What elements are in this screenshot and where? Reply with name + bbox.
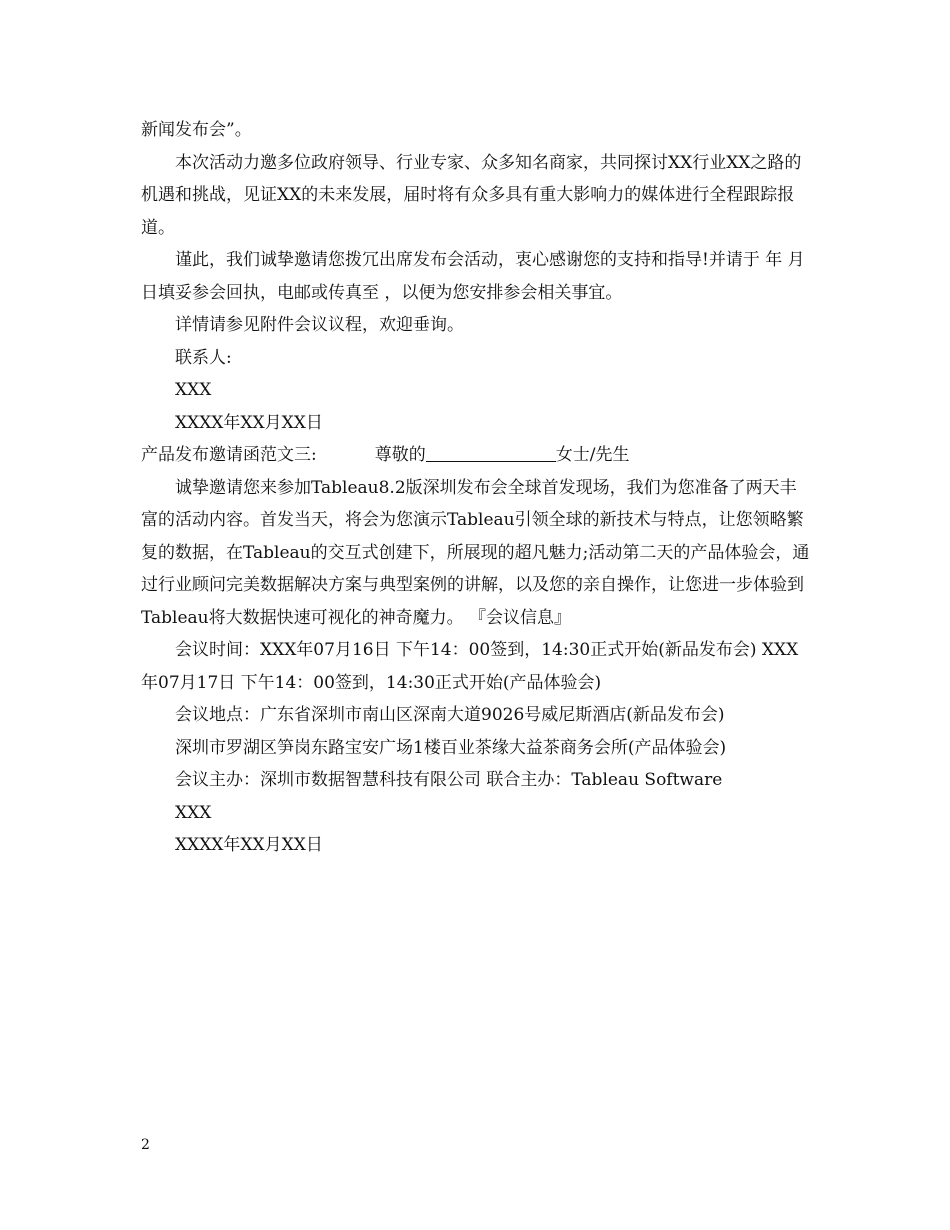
- paragraph-meeting-host: 会议主办：深圳市数据智慧科技有限公司 联合主办：Tableau Software: [175, 770, 723, 790]
- salutation-suffix: 女士/先生: [555, 445, 630, 465]
- paragraph-contact-name: XXX: [175, 380, 212, 400]
- paragraph-contact-label: 联系人:: [175, 347, 232, 368]
- salutation: 尊敬的: [374, 445, 426, 465]
- invitation-heading: 产品发布邀请函范文三:: [141, 445, 317, 465]
- paragraph-meeting-time: 会议时间：XXX年07月16日 下午14：00签到，14:30正式开始(新品发布会) XXX年07月17日 下午14：00签到，14:30正式开始(产品体验会): [141, 640, 799, 693]
- paragraph-tableau-invitation: 诚挚邀请您来参加Tableau8.2版深圳发布会全球首发现场，我们为您准备了两天丰富的活动内容。首发当天，将会为您演示Tableau引领全球的新技术与特点，让您领略繁复的数据，在Tableau的交互式创建下，所展现的超凡魅力;活动第二天的产品体验会，通过行业顾问完美数据解决方案与典型案例的讲解，以及您的亲自操作，让您进一步体验到Tableau将大数据快速可视化的神奇魔力。 『会议信息』: [141, 477, 810, 628]
- name-blank-underline: [426, 441, 556, 462]
- paragraph-invitation: 谨此，我们诚挚邀请您拨冗出席发布会活动，衷心感谢您的支持和指导!并请于 年 月 日填妥参会回执，电邮或传真至 ，以便为您安排参会相关事宜。: [141, 250, 805, 303]
- paragraph-date: XXXX年XX月XX日: [175, 412, 323, 433]
- paragraph-meeting-location: 会议地点：广东省深圳市南山区深南大道9026号威尼斯酒店(新品发布会): [175, 705, 725, 725]
- paragraph-press-conference: 新闻发布会”。: [141, 120, 252, 140]
- page-number: 2: [141, 1137, 150, 1153]
- document-body: [141, 114, 813, 862]
- paragraph-event-intro: 本次活动力邀多位政府领导、行业专家、众多知名商家，共同探讨XX行业XX之路的机遇和挑战，见证XX的未来发展，届时将有众多具有重大影响力的媒体进行全程跟踪报道。: [141, 152, 802, 238]
- paragraph-meeting-location-2: 深圳市罗湖区笋岗东路宝安广场1楼百业茶缘大益茶商务会所(产品体验会): [175, 737, 727, 758]
- paragraph-signature-name: XXX: [175, 802, 212, 823]
- paragraph-agenda-note: 详情请参见附件会议议程，欢迎垂询。: [175, 315, 464, 335]
- paragraph-signature-date: XXXX年XX月XX日: [175, 835, 323, 855]
- invitation-heading-line: [141, 439, 813, 472]
